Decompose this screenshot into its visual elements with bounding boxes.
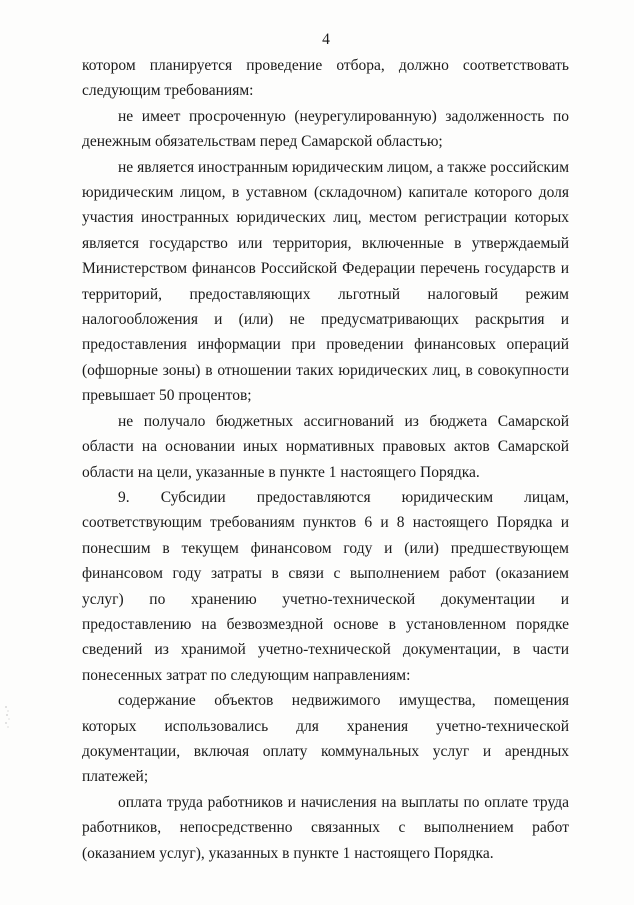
paragraph-no-overdue-debt: не имеет просроченную (неурегулированную) задолженность по денежным обязательствам перед Самарской областью;	[82, 107, 569, 151]
paragraph-not-foreign-entity: не является иностранным юридическим лицом, а также российским юридическим лицом, в уставном (складочном) капитале которого доля участия иностранных юридических лиц, местом регистрации которых является государство или территория, включенные в утверждаемый Министерством финансов Российской Федерации перечень государств и территорий, предоставляющих льготный налоговый режим налогообложения и (или) не предусматривающих раскрытия и предоставления информации при проведении финансовых операций (офшорные зоны) в отношении таких юридических лиц, в совокупности превышает 50 процентов;	[82, 158, 569, 405]
paragraph-no-budget-allocations: не получало бюджетных ассигнований из бюджета Самарской области на основании иных нормативных правовых актов Самарской области на цели, указанные в пункте 1 настоящего Порядка.	[82, 412, 569, 481]
scan-speckle-icon	[4, 705, 12, 731]
page-number: 4	[322, 31, 330, 48]
paragraph-labor-payment: оплата труда работников и начисления на выплаты по оплате труда работников, непосредственно связанных с выполнением работ (оказанием услуг), указанных в пункте 1 настоящего Порядка.	[82, 793, 569, 862]
document-body	[82, 53, 569, 866]
paragraph-item-9-subsidies: 9. Субсидии предоставляются юридическим лицам, соответствующим требованиям пунктов 6 и 8 настоящего Порядка и понесшим в текущем финансовом году и (или) предшествующем финансовом году затраты в связи с выполнением работ (оказанием услуг) по хранению учетно-технической документации и предоставлению на безвозмездной основе в установленном порядке сведений из хранимой учетно-технической документации, в части понесенных затрат по следующим направлениям:	[82, 488, 569, 684]
paragraph-property-maintenance: содержание объектов недвижимого имущества, помещения которых использовались для хранения учетно-технической документации, включая оплату коммунальных услуг и арендных платежей;	[82, 692, 569, 786]
paragraph-continuation: котором планируется проведение отбора, должно соответствовать следующим требованиям:	[82, 57, 569, 100]
